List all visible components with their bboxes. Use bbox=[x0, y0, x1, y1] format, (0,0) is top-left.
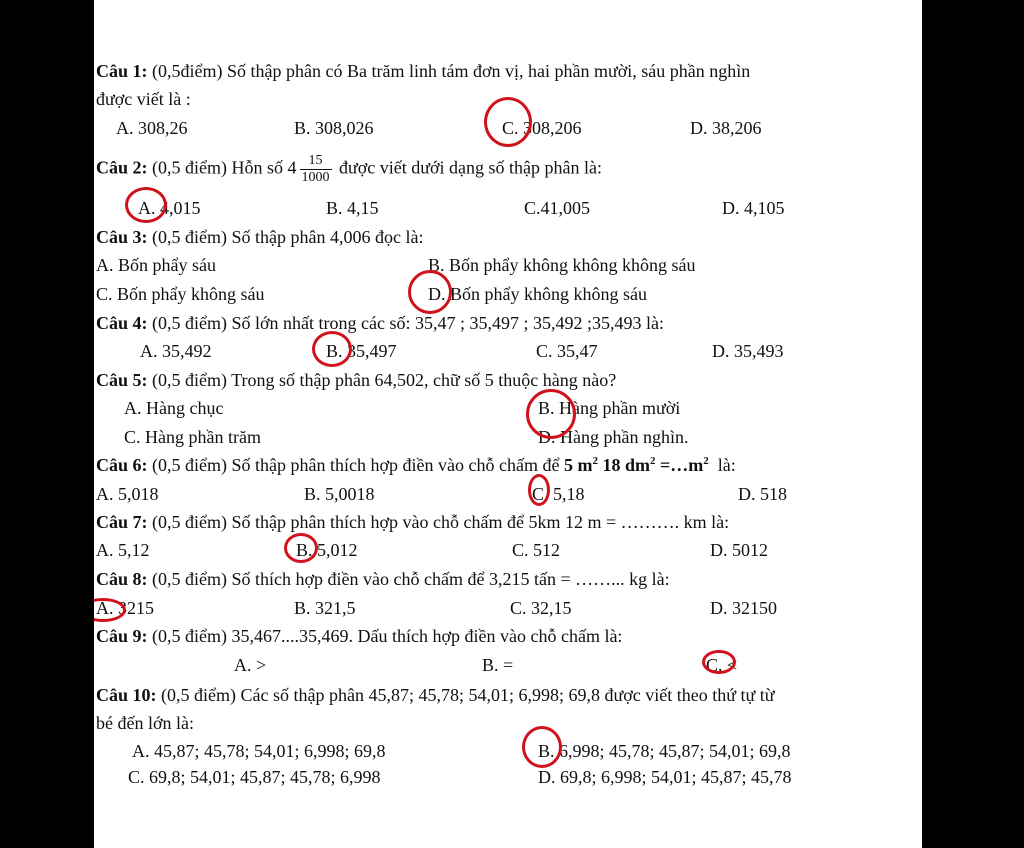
question-text-continued: bé đến lớn là: bbox=[96, 713, 194, 733]
option-d[interactable]: D. 69,8; 6,998; 54,01; 45,87; 45,78 bbox=[538, 767, 792, 787]
question-text: (0,5 điểm) Trong số thập phân 64,502, chữ số 5 thuộc hàng nào? bbox=[152, 370, 617, 390]
option-b[interactable]: B. Hàng phần mười bbox=[538, 398, 681, 418]
option-d[interactable]: D. 5012 bbox=[710, 540, 768, 560]
expr-part: 18 dm bbox=[602, 455, 650, 475]
question-10 bbox=[96, 684, 774, 706]
option-d[interactable]: D. 35,493 bbox=[712, 341, 784, 361]
question-text: (0,5 điểm) Số thích hợp điền vào chỗ chấm để 3,215 tấn = ……... kg là: bbox=[152, 569, 670, 589]
fraction-denominator: 1000 bbox=[301, 170, 330, 185]
option-c[interactable]: C. 512 bbox=[512, 540, 561, 560]
fraction bbox=[300, 153, 332, 186]
option-d[interactable]: D. 518 bbox=[738, 484, 787, 504]
question-text-after: được viết dưới dạng số thập phân là: bbox=[339, 157, 602, 178]
option-a[interactable]: A. 308,26 bbox=[116, 118, 188, 138]
option-a[interactable]: A. > bbox=[234, 655, 267, 675]
question-text: (0,5 điểm) Số thập phân thích hợp vào chỗ chấm để 5km 12 m = ………. km là: bbox=[152, 512, 730, 532]
expr-exponent: 2 bbox=[592, 455, 598, 467]
question-text: (0,5 điểm) Số lớn nhất trong các số: 35,47 ; 35,497 ; 35,492 ;35,493 là: bbox=[152, 313, 664, 333]
exam-sheet bbox=[94, 0, 922, 848]
question-label: Câu 8: bbox=[96, 569, 148, 589]
option-c[interactable]: C. < bbox=[706, 655, 738, 675]
option-a[interactable]: A. 45,87; 45,78; 54,01; 6,998; 69,8 bbox=[132, 741, 386, 761]
expr-part: 5 m bbox=[563, 455, 593, 475]
question-text: (0,5 điểm) 35,467....35,469. Dấu thích hợp điền vào chỗ chấm là: bbox=[152, 626, 623, 646]
question-label: Câu 10: bbox=[96, 685, 157, 705]
option-d[interactable]: D. 32150 bbox=[710, 598, 777, 618]
option-a[interactable]: A. 5,12 bbox=[96, 540, 150, 560]
question-label: Câu 6: bbox=[96, 455, 148, 475]
question-label: Câu 3: bbox=[96, 227, 148, 247]
option-d[interactable]: D. Hàng phần nghìn. bbox=[538, 427, 689, 447]
option-b[interactable]: B. 308,026 bbox=[294, 118, 374, 138]
option-c[interactable]: C.41,005 bbox=[524, 198, 591, 218]
question-8 bbox=[96, 568, 670, 590]
question-7 bbox=[96, 511, 729, 533]
question-text-after: là: bbox=[717, 455, 736, 475]
question-3 bbox=[96, 226, 423, 248]
question-label: Câu 4: bbox=[96, 313, 148, 333]
option-a[interactable]: A. 5,018 bbox=[96, 484, 159, 504]
question-1 bbox=[96, 60, 750, 82]
option-a[interactable]: A. 35,492 bbox=[140, 341, 212, 361]
option-b[interactable]: B. 321,5 bbox=[294, 598, 356, 618]
question-text: (0,5 điểm) Số thập phân 4,006 đọc là: bbox=[152, 227, 424, 247]
question-9 bbox=[96, 625, 622, 647]
option-b[interactable]: B. 5,012 bbox=[296, 540, 358, 560]
question-text: (0,5 điểm) Số thập phân thích hợp điền vào chỗ chấm để bbox=[152, 455, 560, 475]
question-label: Câu 7: bbox=[96, 512, 148, 532]
question-label: Câu 1: bbox=[96, 61, 148, 81]
option-c[interactable]: C. 308,206 bbox=[502, 118, 582, 138]
option-c[interactable]: C. 32,15 bbox=[510, 598, 572, 618]
option-d[interactable]: D. 4,105 bbox=[722, 198, 785, 218]
option-a[interactable]: A. 3215 bbox=[96, 598, 154, 618]
question-6 bbox=[96, 454, 736, 476]
option-a[interactable]: A. 4,015 bbox=[138, 198, 201, 218]
question-label: Câu 5: bbox=[96, 370, 148, 390]
option-b[interactable]: B. Bốn phẩy không không không sáu bbox=[428, 255, 696, 275]
question-text: (0,5 điểm) Hỗn số 4 bbox=[152, 157, 297, 178]
expr-part: =…m bbox=[659, 455, 704, 475]
unit-expression bbox=[564, 455, 709, 475]
option-c[interactable]: C. Bốn phẩy không sáu bbox=[96, 284, 265, 304]
option-b[interactable]: B. = bbox=[482, 655, 514, 675]
option-a[interactable]: A. Bốn phẩy sáu bbox=[96, 255, 216, 275]
option-b[interactable]: B. 4,15 bbox=[326, 198, 379, 218]
question-text-continued: được viết là : bbox=[96, 89, 191, 109]
option-d[interactable]: D. Bốn phẩy không không sáu bbox=[428, 284, 647, 304]
expr-exponent: 2 bbox=[703, 455, 709, 467]
option-c[interactable]: C. Hàng phần trăm bbox=[124, 427, 261, 447]
fraction-numerator: 15 bbox=[300, 153, 332, 170]
question-2 bbox=[96, 153, 602, 186]
question-label: Câu 9: bbox=[96, 626, 148, 646]
question-text: (0,5điểm) Số thập phân có Ba trăm linh tám đơn vị, hai phần mười, sáu phần nghìn bbox=[152, 61, 751, 81]
question-text: (0,5 điểm) Các số thập phân 45,87; 45,78; 54,01; 6,998; 69,8 được viết theo thứ tự từ bbox=[161, 685, 775, 705]
question-5 bbox=[96, 369, 616, 391]
option-b[interactable]: B. 35,497 bbox=[326, 341, 397, 361]
option-b[interactable]: B. 5,0018 bbox=[304, 484, 375, 504]
question-4 bbox=[96, 312, 664, 334]
option-b[interactable]: B. 6,998; 45,78; 45,87; 54,01; 69,8 bbox=[538, 741, 791, 761]
option-c[interactable]: C. 5,18 bbox=[532, 484, 585, 504]
question-label: Câu 2: bbox=[96, 157, 148, 178]
option-d[interactable]: D. 38,206 bbox=[690, 118, 762, 138]
option-a[interactable]: A. Hàng chục bbox=[124, 398, 224, 418]
option-c[interactable]: C. 35,47 bbox=[536, 341, 598, 361]
option-c[interactable]: C. 69,8; 54,01; 45,87; 45,78; 6,998 bbox=[128, 767, 381, 787]
expr-exponent: 2 bbox=[649, 455, 656, 467]
